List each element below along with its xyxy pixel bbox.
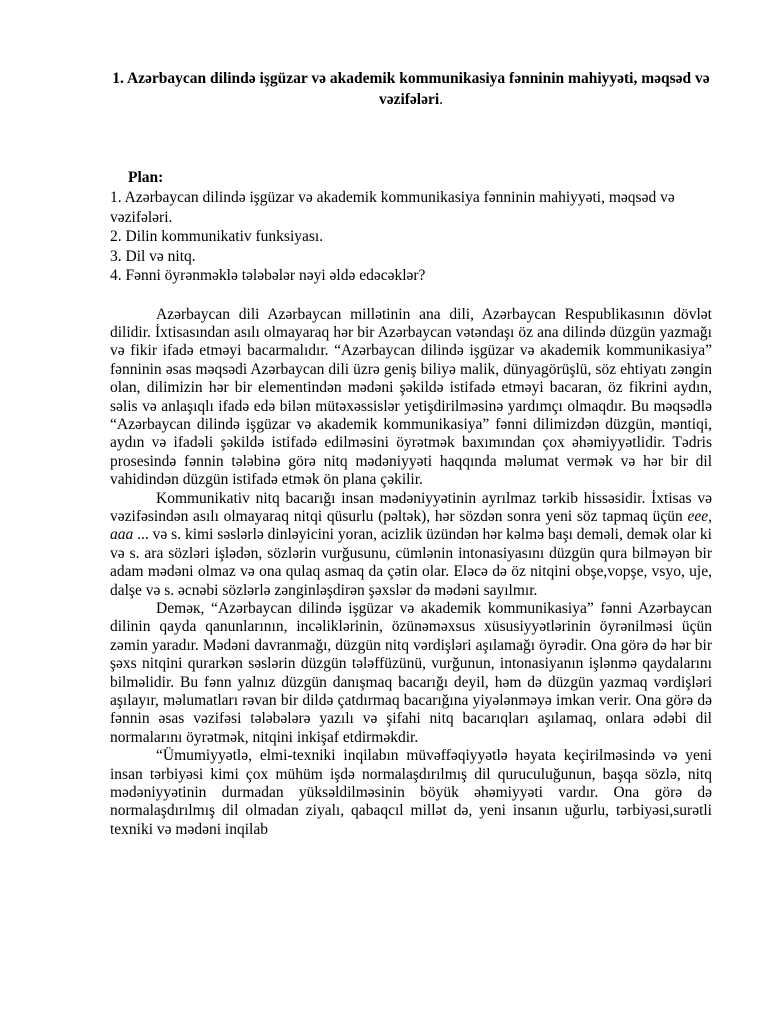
paragraph-3: Deməк, “Azərbaycan dilində işgüzar və akademik kommunikasiya” fənni Azərbaycan dilinin qayda qanunlarının, incəliklərinin, özünəməxsus xüsusiyyətlərinin öyrənilməsi üçün zəmin yaradır. Mədəni davranmağı, düzgün nitq vərdişləri aşılamağı öyrədir. Ona görə də hər bir şəxs nitqini qurarkən səslərin düzgün tələffüzünü, vurğunun, intonasiyanın işlənmə qaydalarını bilməlidir. Bu fənn yalnız düzgün danışmaq bacarığı deyil, həm də düzgün yazmaq vərdişləri aşılayır, məlumatları rəvan bir dildə çatdırmaq bacarığına yiyələnməyə imkan verir. Ona görə də fənnin əsas vəzifəsi tələbələrə yazılı və şifahi nitq bacarıqları aşılamaq, onlara ədəbi dil normalarını öyrətmək, nitqini inkişaf etdirməkdir. [110,600,712,746]
paragraph-2-italic-eee: eee [687,507,709,525]
paragraph-2-part-3: ... və s. kimi səslərlə dinləyicini yoran, acizlik üzündən hər kəlmə başı deməli, demək olar ki və s. ara sözləri işlədən, sözlərin vurğusunu, cümlənin intonasiyasını düzgün qura bilməyən bir adam mədəni olmaz və ona qulaq asmaq da çətin olar. Eləcə də öz nitqini obşe,vopşe, vsyo, uje, dalşe və s. əcnəbi sözlərlə zənginləşdirən şəxslər də mədəni sayılmır. [110,526,712,599]
paragraph-2-part-2: , [708,507,712,525]
paragraph-2-part-1: Kommunikativ nitq bacarığı insan mədəniyyətinin ayrılmaz tərkib hissəsidir. İxtisas və vəzifəsindən asılı olmayaraq nitqi qüsurlu (pəltək), hər sözdən sonra yeni söz tapmaq üçün [110,489,712,525]
plan-item: 3. Dil və nitq. [110,247,196,265]
document-title [110,68,712,110]
document-page [110,68,712,839]
title-period: . [439,91,444,108]
paragraph-2-italic-aaa: aaa [110,526,134,544]
paragraph-2 [110,490,712,600]
plan-heading: Plan: [128,169,164,186]
paragraph-1: Azərbaycan dili Azərbaycan millətinin ana dili, Azərbaycan Respublikasının dövlət dilidir. İxtisasından asılı olmayaraq hər bir Azərbaycan vətəndaşı öz ana dilində düzgün yazmağı və fikir ifadə etməyi bacarmalıdır. “Azərbaycan dilində işgüzar və akademik kommunikasiya” fənninin əsas məqsədi Azərbaycan dili üzrə geniş biliyə malik, dünyagörüşlü, söz ehtiyatı zəngin olan, dilimizin hər bir elementindən mədəni şəkildə istifadə etməyi bacaran, öz fikrini aydın, səlis və anlaşıqlı ifadə edə bilən mütəxəssislər yetişdirilməsinə yardımçı olmaqdır. Bu məqsədlə “Azərbaycan dilində işgüzar və akademik kommunikasiya” fənni dilimizdən düzgün, məntiqi, aydın və ifadəli şəkildə istifadə edilməsini öyrətmək baxımından çox əhəmiyyətlidir. Tədris prosesində fənnin tələbinə görə nitq mədəniyyəti haqqında məlumat vermək və hər bir dil vahidindən düzgün istifadə etmək ön plana çəkilir. [110,305,712,489]
plan-item: 1. Azərbaycan dilində işgüzar və akademik kommunikasiya fənninin mahiyyəti, məqsəd və vəzifələri. [110,189,675,226]
paragraph-4: “Ümumiyyətlə, elmi-texniki inqilabın müvəffəqiyyətlə həyata keçirilməsində və yeni insan tərbiyəsi kimi çox mühüm işdə normalaşdırılmış dil quruculuğunun, başqa sözlə, nitq mədəniyyətinin durmadan yüksəldilməsinin böyük əhəmiyyəti vardır. Ona görə də normalaşdırılmış dil olmadan ziyalı, qabaqcıl millət də, yeni insanın uğurlu, tərbiyəsi,surətli texniki və mədəni inqilab [110,747,712,838]
plan-item: 4. Fənni öyrənməklə tələbələr nəyi əldə edəcəklər? [110,267,426,284]
title-text: 1. Azərbaycan dilində işgüzar və akademik kommunikasiya fənninin mahiyyəti, məqsəd və vəzifələri [112,70,710,108]
plan-list [110,188,712,286]
plan-item: 2. Dilin kommunikativ funksiyası. [110,228,324,245]
body-text [110,306,712,840]
